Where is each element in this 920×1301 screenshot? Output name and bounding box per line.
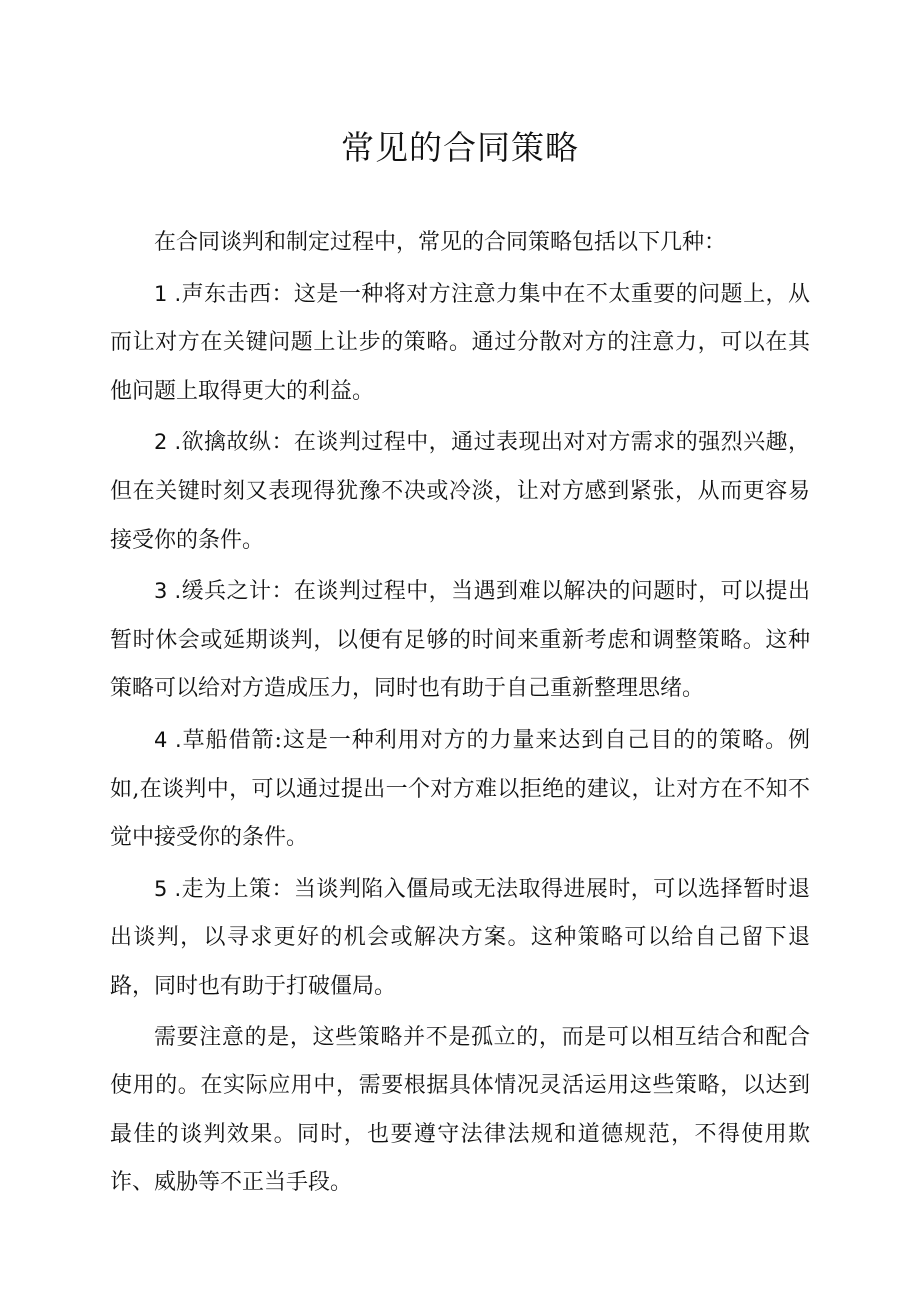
list-item: [110, 716, 810, 863]
list-item: [110, 865, 810, 1012]
list-item-text: 缓兵之计：在谈判过程中，当遇到难以解决的问题时，可以提出暂时休会或延期谈判，以便有足够的时间来重新考虑和调整策略。这种策略可以给对方造成压力，同时也有助于自己重新整理思绪。: [110, 579, 810, 702]
intro-paragraph: 在合同谈判和制定过程中，常见的合同策略包括以下几种：: [154, 230, 727, 255]
page-title: 常见的合同策略: [341, 128, 579, 167]
document-body: [110, 219, 810, 1210]
list-item-number: 1 .: [154, 281, 182, 306]
list-item-text: 草船借箭:这是一种利用对方的力量来达到自己目的的策略。例如,在谈判中，可以通过提出一个对方难以拒绝的建议，让对方在不知不觉中接受你的条件。: [110, 727, 811, 851]
list-item: [110, 567, 810, 714]
list-item-text: 欲擒故纵：在谈判过程中，通过表现出对对方需求的强烈兴趣，但在关键时刻又表现得犹豫不决或冷淡，让对方感到紧张，从而更容易接受你的条件。: [110, 430, 810, 553]
list-item: [110, 270, 810, 417]
list-item-number: 3 .: [154, 579, 182, 604]
list-item-text: 走为上策：当谈判陷入僵局或无法取得进展时，可以选择暂时退出谈判，以寻求更好的机会或解决方案。这种策略可以给自己留下退路，同时也有助于打破僵局。: [110, 876, 810, 999]
list-item-number: 4 .: [154, 727, 182, 752]
list-item-number: 2 .: [154, 430, 182, 455]
list-item-text: 声东击西：这是一种将对方注意力集中在不太重要的问题上，从而让对方在关键问题上让步的策略。通过分散对方的注意力，可以在其他问题上取得更大的利益。: [110, 281, 810, 404]
list-item: [110, 418, 810, 565]
conclusion-paragraph: 需要注意的是，这些策略并不是孤立的，而是可以相互结合和配合使用的。在实际应用中，需要根据具体情况灵活运用这些策略，以达到最佳的谈判效果。同时，也要遵守法律法规和道德规范，不得使用欺诈、威胁等不正当手段。: [110, 1024, 810, 1196]
list-item-number: 5 .: [154, 876, 182, 901]
